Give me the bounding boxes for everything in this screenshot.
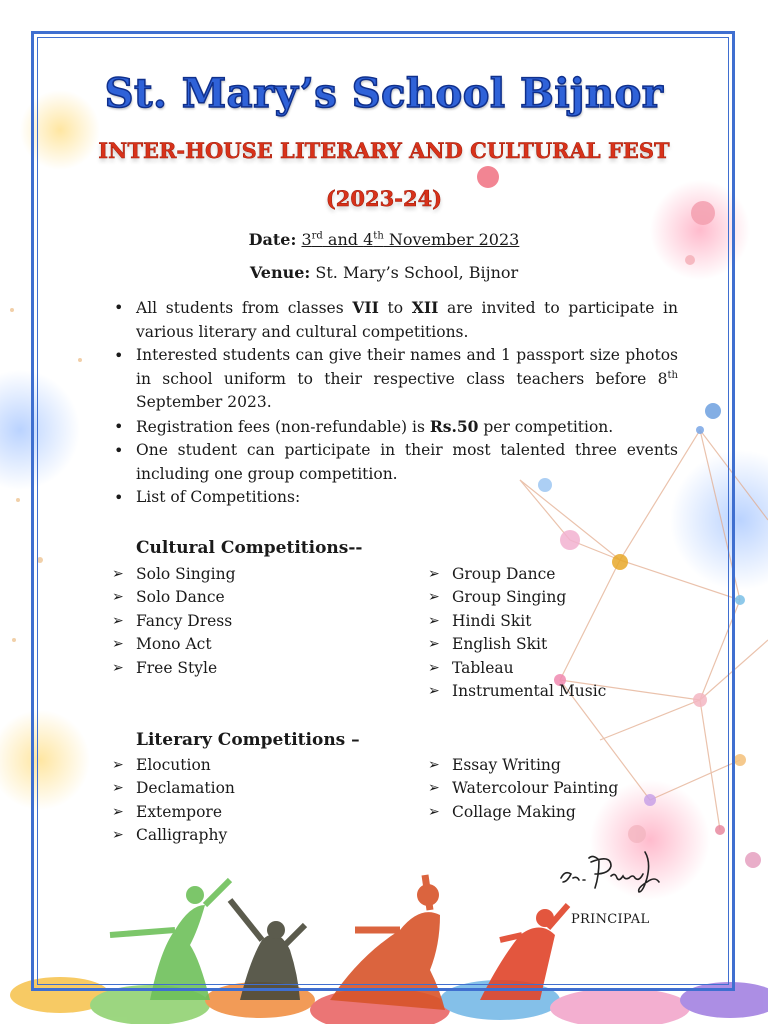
signatory-title: PRINCIPAL bbox=[571, 912, 650, 927]
list-item: • Interested students can give their names and 1 passport size photos in school uniform to their respective class teachers before 8th September 2023. bbox=[112, 344, 678, 415]
literary-heading: Literary Competitions – bbox=[136, 730, 360, 750]
list-item: ➢ Hindi Skit bbox=[428, 610, 606, 633]
event-year: (2023-24) bbox=[325, 186, 443, 211]
arrow-bullet-icon: ➢ bbox=[428, 803, 440, 820]
arrow-bullet-icon: ➢ bbox=[112, 659, 124, 676]
list-item: • All students from classes VII to XII are invited to participate in various literary and cultural competitions. bbox=[112, 296, 678, 344]
arrow-bullet-icon: ➢ bbox=[428, 757, 440, 773]
list-item: ➢ Essay Writing bbox=[428, 754, 618, 777]
list-item: ➢ Elocution bbox=[112, 754, 235, 777]
list-item: ➢ Calligraphy bbox=[112, 824, 235, 847]
arrow-bullet-icon: ➢ bbox=[428, 589, 440, 606]
list-item: ➢ Tableau bbox=[428, 657, 606, 680]
cultural-heading: Cultural Competitions-- bbox=[136, 538, 363, 558]
list-item: ➢ Group Dance bbox=[428, 563, 606, 586]
cultural-list-right bbox=[428, 563, 606, 703]
literary-list-right bbox=[428, 754, 618, 824]
literary-list-left bbox=[112, 754, 235, 848]
arrow-bullet-icon: ➢ bbox=[112, 827, 124, 844]
list-item: ➢ Declamation bbox=[112, 777, 235, 800]
date-label: Date: bbox=[248, 230, 297, 249]
list-item: • Registration fees (non-refundable) is Rs.50 per competition. bbox=[112, 415, 678, 440]
arrow-bullet-icon: ➢ bbox=[428, 683, 440, 700]
info-bullet-list bbox=[112, 296, 678, 510]
event-venue bbox=[0, 263, 768, 282]
arrow-bullet-icon: ➢ bbox=[112, 566, 124, 582]
list-item: ➢ Watercolour Painting bbox=[428, 777, 618, 800]
list-item: ➢ Solo Dance bbox=[112, 586, 236, 609]
arrow-bullet-icon: ➢ bbox=[112, 757, 124, 773]
venue-value: St. Mary’s School, Bijnor bbox=[310, 263, 519, 282]
list-item: ➢ Free Style bbox=[112, 657, 236, 680]
list-item: • List of Competitions: bbox=[112, 486, 678, 510]
list-item: ➢ Collage Making bbox=[428, 801, 618, 824]
date-value: 3rd and 4th November 2023 bbox=[301, 230, 520, 249]
arrow-bullet-icon: ➢ bbox=[112, 803, 124, 820]
arrow-bullet-icon: ➢ bbox=[428, 780, 440, 797]
arrow-bullet-icon: ➢ bbox=[112, 780, 124, 797]
arrow-bullet-icon: ➢ bbox=[112, 636, 124, 653]
event-title: INTER-HOUSE LITERARY AND CULTURAL FEST bbox=[98, 138, 670, 163]
list-item: ➢ Mono Act bbox=[112, 633, 236, 656]
list-item: ➢ Group Singing bbox=[428, 586, 606, 609]
list-item: ➢ Instrumental Music bbox=[428, 680, 606, 703]
arrow-bullet-icon: ➢ bbox=[112, 589, 124, 606]
event-date bbox=[0, 230, 768, 249]
list-item: ➢ English Skit bbox=[428, 633, 606, 656]
arrow-bullet-icon: ➢ bbox=[112, 612, 124, 629]
arrow-bullet-icon: ➢ bbox=[428, 659, 440, 676]
arrow-bullet-icon: ➢ bbox=[428, 612, 440, 629]
list-item: • One student can participate in their most talented three events including one group competition. bbox=[112, 439, 678, 486]
list-item: ➢ Fancy Dress bbox=[112, 610, 236, 633]
school-name: St. Mary’s School Bijnor bbox=[104, 70, 664, 117]
principal-signature bbox=[555, 848, 665, 898]
arrow-bullet-icon: ➢ bbox=[428, 636, 440, 653]
cultural-list-left bbox=[112, 563, 236, 680]
arrow-bullet-icon: ➢ bbox=[428, 566, 440, 582]
list-item: ➢ Solo Singing bbox=[112, 563, 236, 586]
venue-label: Venue: bbox=[249, 263, 311, 282]
list-item: ➢ Extempore bbox=[112, 801, 235, 824]
